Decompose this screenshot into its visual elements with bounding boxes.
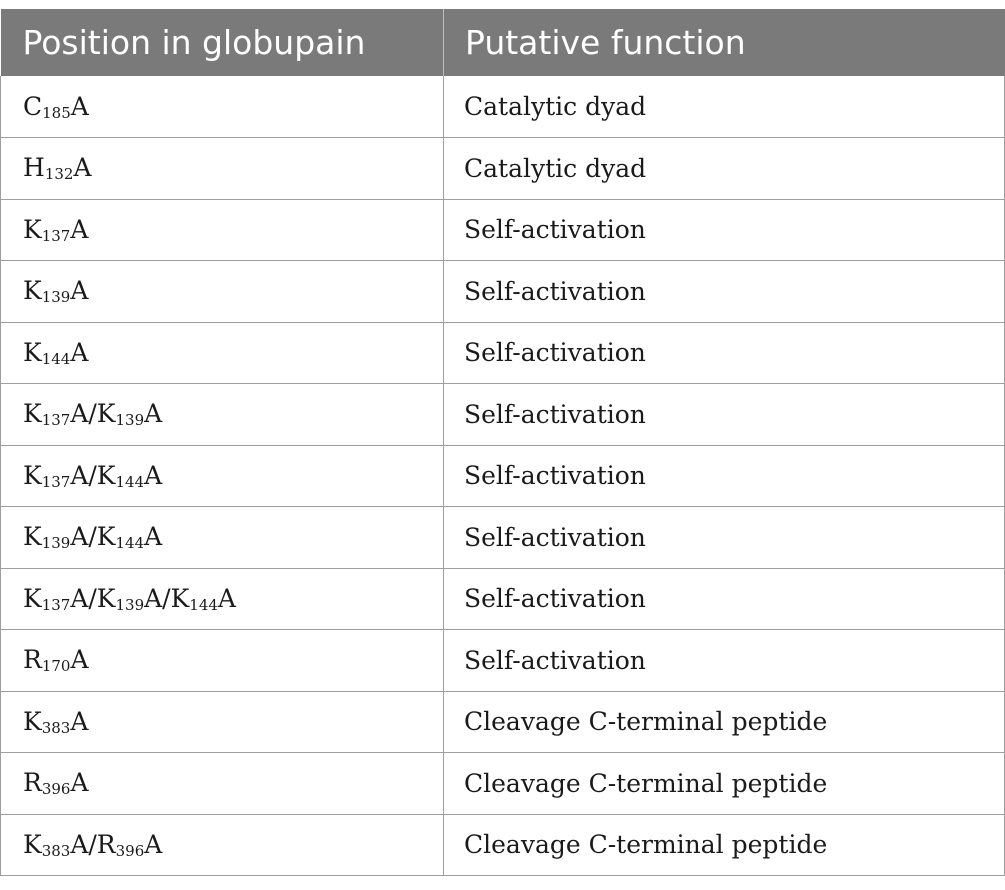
residue-text: K (23, 276, 42, 306)
function-cell: Self-activation (444, 630, 1005, 692)
residue-text: R (23, 645, 42, 675)
table-row (1, 199, 1005, 261)
residue-text: A (73, 153, 92, 183)
table-row (1, 76, 1005, 138)
function-cell: Cleavage C-terminal peptide (444, 814, 1005, 876)
residue-number: 139 (115, 411, 145, 430)
residue-text: A/K (70, 460, 116, 490)
position-cell (1, 384, 444, 446)
position-cell (1, 507, 444, 569)
table-row (1, 814, 1005, 876)
position-cell (1, 568, 444, 630)
residue-text: A (70, 337, 89, 367)
table-row (1, 630, 1005, 692)
residue-text: A (70, 214, 89, 244)
table-row (1, 568, 1005, 630)
function-cell: Catalytic dyad (444, 76, 1005, 138)
position-cell (1, 691, 444, 753)
position-cell (1, 261, 444, 323)
residue-number: 137 (41, 226, 71, 245)
residue-number: 144 (41, 349, 71, 368)
residue-text: A (144, 522, 163, 552)
residue-text: C (23, 91, 43, 121)
residue-text: A/R (70, 829, 116, 859)
residue-text: K (23, 829, 42, 859)
header-row (1, 9, 1005, 76)
residue-number: 137 (41, 411, 71, 430)
residue-number: 137 (41, 595, 71, 614)
residue-number: 170 (41, 657, 71, 676)
position-cell (1, 76, 444, 138)
residue-text: K (23, 399, 42, 429)
position-cell (1, 322, 444, 384)
mutation-table (0, 9, 1005, 876)
header-position: Position in globupain (1, 9, 444, 76)
residue-number: 144 (115, 472, 145, 491)
residue-text: A (70, 768, 89, 798)
function-cell: Self-activation (444, 384, 1005, 446)
residue-number: 137 (41, 472, 71, 491)
residue-number: 396 (115, 841, 145, 860)
position-cell (1, 630, 444, 692)
residue-number: 132 (44, 165, 74, 184)
function-cell: Cleavage C-terminal peptide (444, 753, 1005, 815)
header-function: Putative function (444, 9, 1005, 76)
table-row (1, 753, 1005, 815)
residue-number: 383 (41, 718, 71, 737)
table-body (1, 76, 1005, 876)
function-cell: Self-activation (444, 568, 1005, 630)
residue-number: 383 (41, 841, 71, 860)
residue-text: A (217, 583, 236, 613)
residue-text: A (144, 829, 163, 859)
residue-number: 396 (41, 780, 71, 799)
position-cell (1, 445, 444, 507)
residue-text: A (144, 399, 163, 429)
function-cell: Self-activation (444, 199, 1005, 261)
residue-text: K (23, 583, 42, 613)
function-cell: Cleavage C-terminal peptide (444, 691, 1005, 753)
residue-number: 139 (41, 534, 71, 553)
function-cell: Self-activation (444, 445, 1005, 507)
table-row (1, 445, 1005, 507)
table-row (1, 691, 1005, 753)
position-cell (1, 199, 444, 261)
residue-number: 185 (42, 103, 71, 122)
residue-number: 144 (189, 595, 218, 614)
function-cell: Self-activation (444, 322, 1005, 384)
table-row (1, 138, 1005, 200)
residue-text: A (70, 706, 89, 736)
position-cell (1, 138, 444, 200)
residue-text: A (70, 276, 89, 306)
residue-text: K (23, 460, 42, 490)
residue-text: K (23, 522, 42, 552)
residue-number: 139 (41, 288, 71, 307)
residue-text: A (70, 645, 89, 675)
residue-text: K (23, 214, 42, 244)
function-cell: Catalytic dyad (444, 138, 1005, 200)
residue-text: A/K (70, 583, 116, 613)
table-row (1, 507, 1005, 569)
position-cell (1, 814, 444, 876)
table-row (1, 261, 1005, 323)
function-cell: Self-activation (444, 261, 1005, 323)
residue-text: A (70, 91, 89, 121)
residue-text: R (23, 768, 42, 798)
residue-number: 144 (115, 534, 145, 553)
table-row (1, 384, 1005, 446)
position-cell (1, 753, 444, 815)
table-row (1, 322, 1005, 384)
function-cell: Self-activation (444, 507, 1005, 569)
residue-text: A (144, 460, 163, 490)
residue-text: A/K (70, 522, 116, 552)
residue-text: H (23, 153, 45, 183)
residue-text: A/K (70, 399, 116, 429)
residue-text: K (23, 337, 42, 367)
residue-number: 139 (115, 595, 145, 614)
residue-text: A/K (144, 583, 190, 613)
residue-text: K (23, 706, 42, 736)
